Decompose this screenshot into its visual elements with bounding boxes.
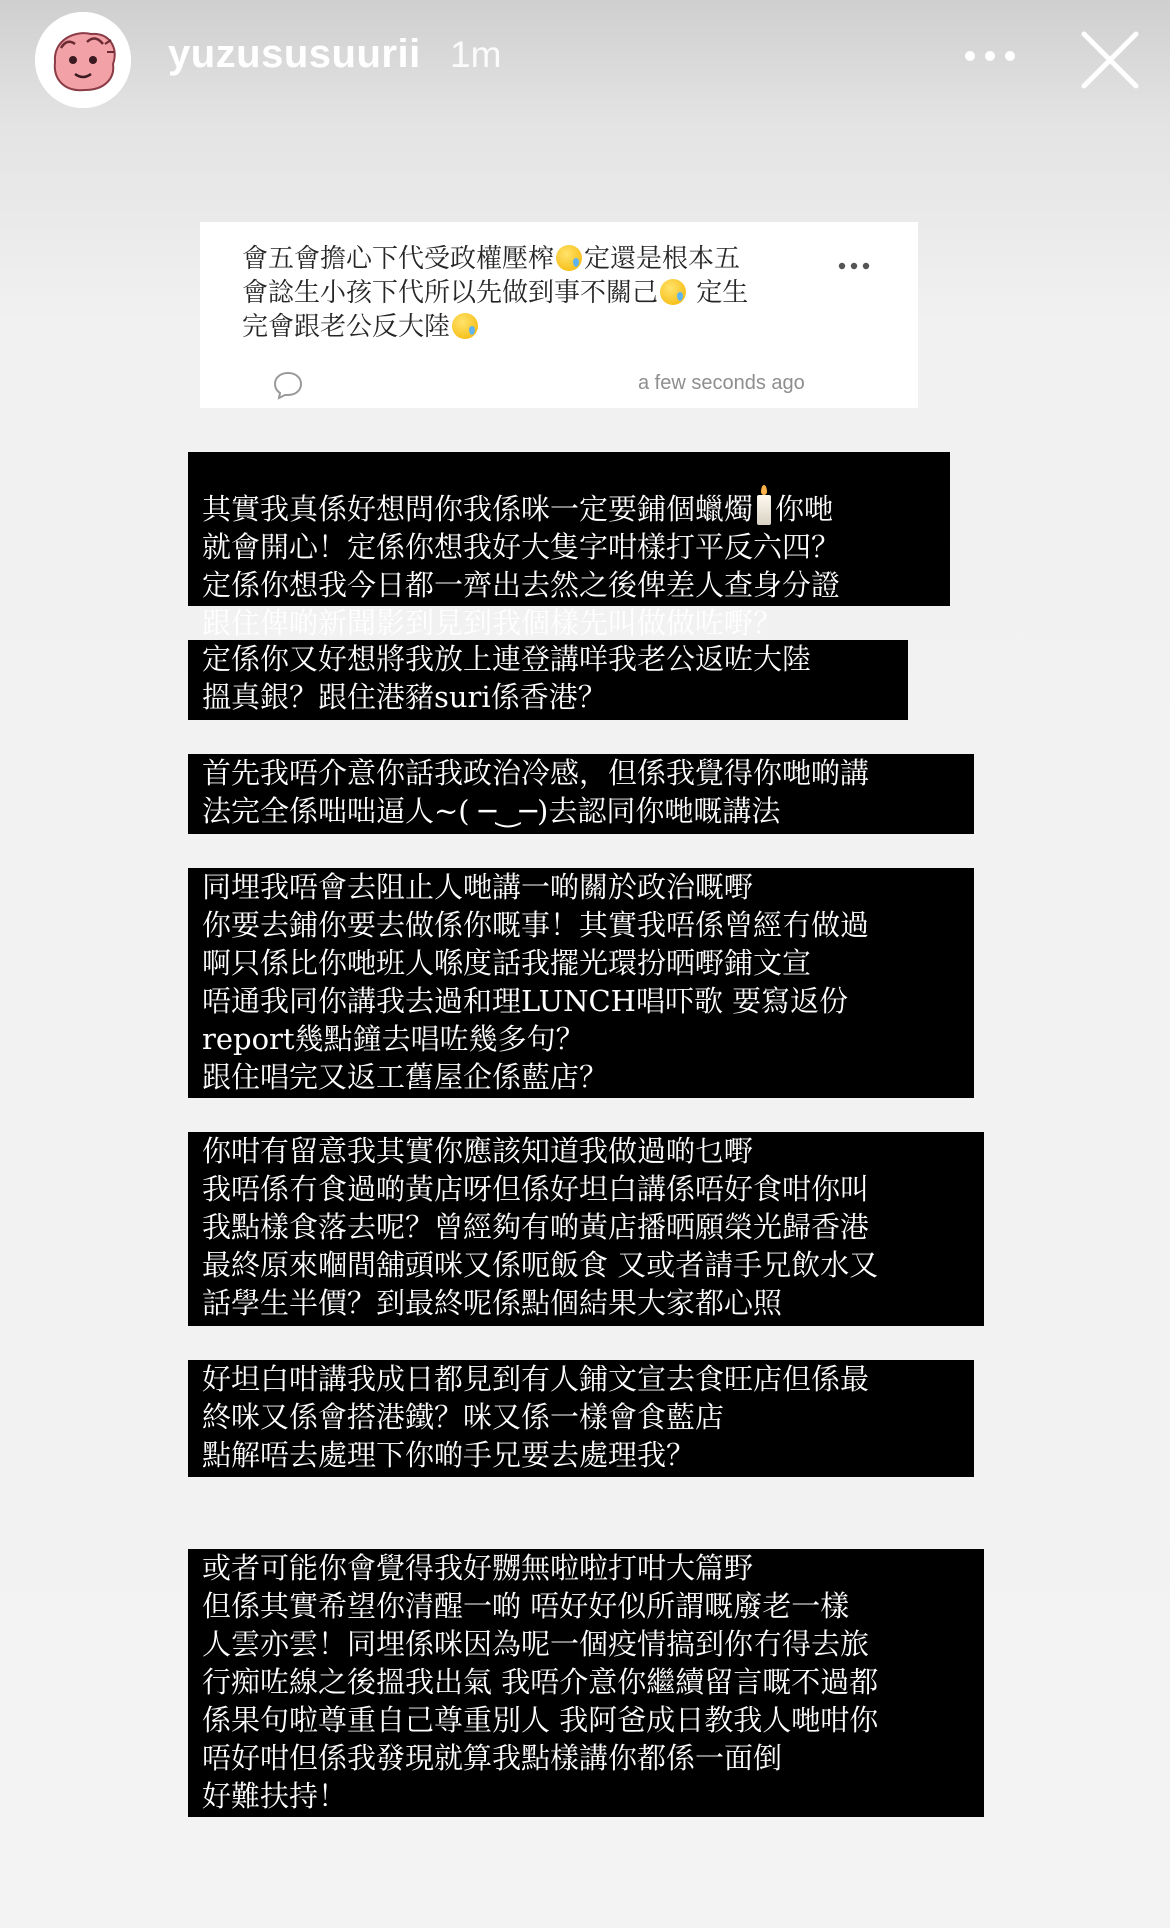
tear-emoji-icon xyxy=(556,245,582,271)
post-time: 1m xyxy=(450,34,502,75)
close-button[interactable] xyxy=(1078,28,1142,92)
text-block-1: 其實我真係好想問你我係咪一定要鋪個蠟燭 你哋 就會開心！定係你想我好大隻字咁樣打平反六四？ 定係你想我今日都一齊出去然之後俾差人查身分證 跟住俾啲新聞影到見到我個樣先叫做做咗嘢？ xyxy=(188,452,950,606)
text-block-6: 好坦白咁講我成日都見到有人鋪文宣去食旺店但係最 終咪又係會搭港鐵？咪又係一樣會食藍店 點解唔去處理下你啲手兄要去處理我？ xyxy=(188,1360,974,1477)
reply-button[interactable] xyxy=(272,370,304,400)
text-block-3: 首先我唔介意你話我政治冷感，但係我覺得你哋啲講 法完全係咄咄逼人~( ─‿─)去認同你哋嘅講法 xyxy=(188,754,974,834)
comment-bubble-icon xyxy=(272,370,304,400)
text-block-5: 你咁有留意我其實你應該知道我做過啲乜嘢 我唔係冇食過啲黃店呀但係好坦白講係唔好食咁你叫 我點樣食落去呢？曾經夠有啲黃店播晒願榮光歸香港 最終原來嗰間舖頭咪又係呃飯食 又或者請手兄飲水又 話學生半價？到最終呢係點個結果大家都心照 xyxy=(188,1132,984,1326)
avatar-illustration xyxy=(35,12,131,108)
comment-more-button[interactable] xyxy=(836,256,876,276)
story-header xyxy=(0,0,1170,130)
comment-card xyxy=(200,222,918,408)
username[interactable]: yuzususuurii xyxy=(168,32,421,76)
tear-emoji-icon xyxy=(452,313,478,339)
comment-timestamp: a few seconds ago xyxy=(638,372,805,394)
text-block-2: 定係你又好想將我放上連登講咩我老公返咗大陸 搵真銀？跟住港豬suri係香港？ xyxy=(188,640,908,720)
more-dots-icon xyxy=(960,36,1020,76)
more-dots-icon xyxy=(836,256,876,276)
text-block-7: 或者可能你會覺得我好嬲無啦啦打咁大篇野 但係其實希望你清醒一啲 唔好好似所謂嘅廢老一樣 人雲亦雲！同埋係咪因為呢一個疫情搞到你冇得去旅 行痴咗線之後搵我出氣 我唔介意你繼續留言嘅不過都 係果句啦尊重自己尊重別人 我阿爸成日教我人哋咁你 唔好咁但係我發現就算我點樣講你都係一面倒 好難扶持！ xyxy=(188,1549,984,1817)
avatar[interactable] xyxy=(35,12,131,108)
tear-emoji-icon xyxy=(660,279,686,305)
text-block-4: 同埋我唔會去阻止人哋講一啲關於政治嘅嘢 你要去鋪你要去做係你嘅事！其實我唔係曾經冇做過 啊只係比你哋班人喺度話我擺光環扮晒嘢鋪文宣 唔通我同你講我去過和理LUNCH唱吓歌 要寫返份 report幾點鐘去唱咗幾多句？ 跟住唱完又返工舊屋企係藍店？ xyxy=(188,868,974,1098)
close-icon xyxy=(1078,28,1142,92)
comment-text: 會五會擔心下代受政權壓榨 定還是根本五 會諗生小孩下代所以先做到事不關己 定生 完會跟老公反大陸 xyxy=(242,244,749,342)
candle-emoji-icon xyxy=(757,495,771,525)
more-options-button[interactable] xyxy=(960,36,1020,76)
